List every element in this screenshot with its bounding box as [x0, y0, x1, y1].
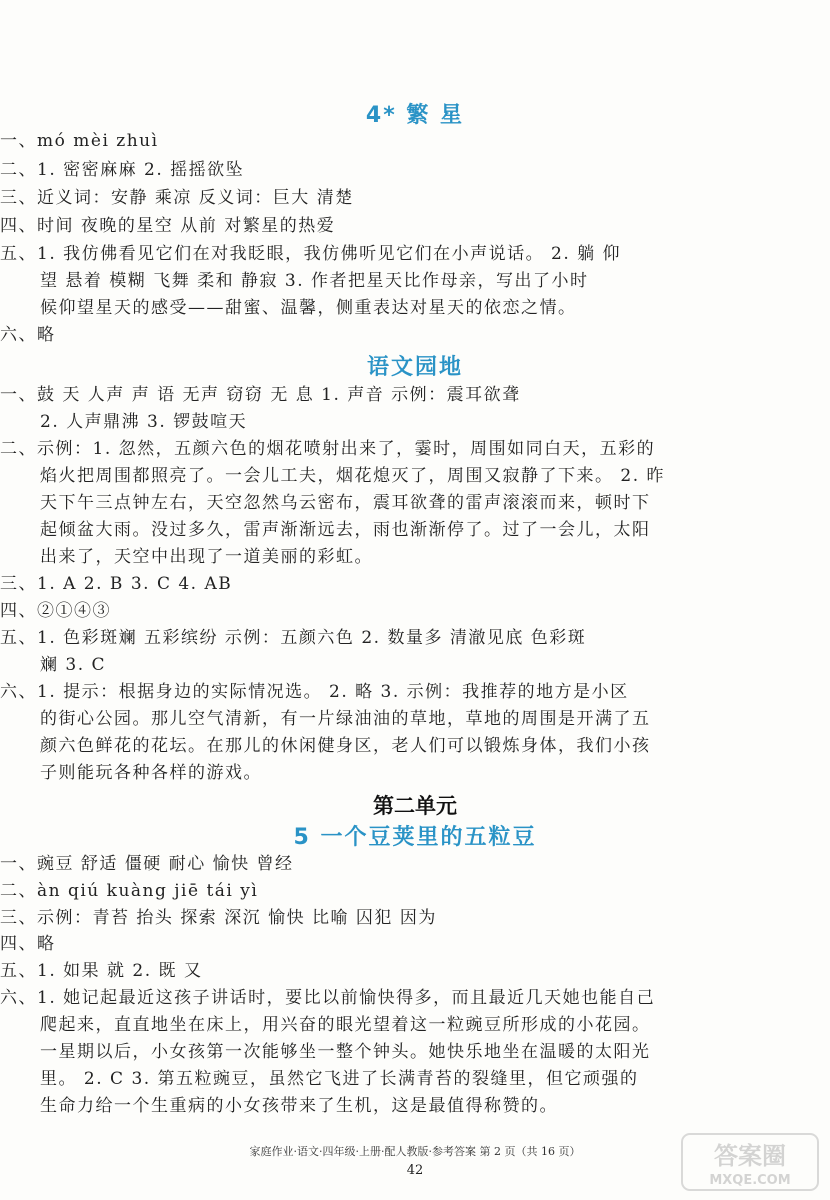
- answer-line: 焰火把周围都照亮了。一会儿工夫，烟花熄灭了，周围又寂静了下来。 2. 昨: [40, 466, 666, 486]
- answer-line: 一、mó mèi zhuì: [0, 131, 159, 151]
- page-footer: 家庭作业·语文·四年级·上册·配人教版·参考答案 第 2 页（共 16 页）: [249, 1145, 581, 1158]
- answer-line: 起倾盆大雨。没过多久，雷声渐渐远去，雨也渐渐停了。过了一会儿，太阳: [40, 520, 651, 540]
- answer-line: 六、略: [0, 325, 56, 345]
- answer-line: 三、近义词：安静 乘凉 反义词：巨大 清楚: [0, 188, 354, 208]
- answer-line: 三、示例：青苔 抬头 探索 深沉 愉快 比喻 囚犯 因为: [0, 908, 437, 928]
- answer-line: 的街心公园。那儿空气清新，有一片绿油油的草地，草地的周围是开满了五: [40, 709, 651, 729]
- answer-line: 子则能玩各种各样的游戏。: [40, 763, 262, 783]
- answer-line: 四、时间 夜晚的星空 从前 对繁星的热爱: [0, 216, 336, 236]
- answer-line: 三、1. A 2. B 3. C 4. AB: [0, 574, 233, 594]
- unit-title: 第二单元: [373, 794, 457, 818]
- watermark-logo-icon: [680, 1132, 820, 1192]
- answer-line: 五、1. 如果 就 2. 既 又: [0, 961, 203, 981]
- answer-line: 爬起来，直直地坐在床上，用兴奋的眼光望着这一粒豌豆所形成的小花园。: [40, 1015, 651, 1035]
- answer-line: 一、鼓 天 人声 声 语 无声 窃窃 无 息 1. 声音 示例：震耳欲聋: [0, 385, 521, 405]
- answer-line: 出来了，天空中出现了一道美丽的彩虹。: [40, 547, 373, 567]
- answer-line: 二、àn qiú kuàng jiē tái yì: [0, 881, 259, 901]
- answer-line: 2. 人声鼎沸 3. 锣鼓喧天: [40, 412, 248, 432]
- answer-line: 望 悬着 模糊 飞舞 柔和 静寂 3. 作者把星天比作母亲，写出了小时: [40, 271, 589, 291]
- section-title-wulidou: 5 一个豆荚里的五粒豆: [293, 825, 537, 850]
- section-title-fanxing: 4* 繁 星: [365, 103, 465, 128]
- answer-line: 生命力给一个生重病的小女孩带来了生机，这是最值得称赞的。: [40, 1096, 558, 1116]
- watermark-text: 答案圈: [714, 1142, 786, 1170]
- answer-line: 六、1. 她记起最近这孩子讲话时，要比以前愉快得多，而且最近几天她也能自己: [0, 988, 656, 1008]
- answer-line: 颜六色鲜花的花坛。在那儿的休闲健身区，老人们可以锻炼身体，我们小孩: [40, 736, 651, 756]
- answer-line: 二、1. 密密麻麻 2. 摇摇欲坠: [0, 160, 245, 180]
- answer-line: 五、1. 我仿佛看见它们在对我眨眼，我仿佛听见它们在小声说话。 2. 躺 仰: [0, 244, 622, 264]
- answer-line: 四、略: [0, 934, 56, 954]
- answer-line: 四、②①④③: [0, 601, 111, 621]
- answer-line: 五、1. 色彩斑斓 五彩缤纷 示例：五颜六色 2. 数量多 清澈见底 色彩斑: [0, 628, 587, 648]
- watermark-url: MXQE.COM: [709, 1173, 791, 1188]
- answer-line: 候仰望星天的感受——甜蜜、温馨，侧重表达对星天的依恋之情。: [40, 298, 577, 318]
- answer-line: 斓 3. C: [40, 655, 107, 675]
- answer-line: 一、豌豆 舒适 僵硬 耐心 愉快 曾经: [0, 854, 294, 874]
- page-number: 42: [406, 1163, 424, 1178]
- section-title-yuanwen: 语文园地: [366, 355, 463, 380]
- answer-line: 一星期以后，小女孩第一次能够坐一整个钟头。她快乐地坐在温暖的太阳光: [40, 1042, 651, 1062]
- answer-line: 里。 2. C 3. 第五粒豌豆，虽然它飞进了长满青苔的裂缝里，但它顽强的: [40, 1069, 639, 1089]
- answer-line: 天下午三点钟左右，天空忽然乌云密布，震耳欲聋的雷声滚滚而来，顿时下: [40, 493, 651, 513]
- answer-line: 二、示例：1. 忽然，五颜六色的烟花喷射出来了，霎时，周围如同白天，五彩的: [0, 439, 656, 459]
- answer-line: 六、1. 提示：根据身边的实际情况选。 2. 略 3. 示例：我推荐的地方是小区: [0, 682, 629, 702]
